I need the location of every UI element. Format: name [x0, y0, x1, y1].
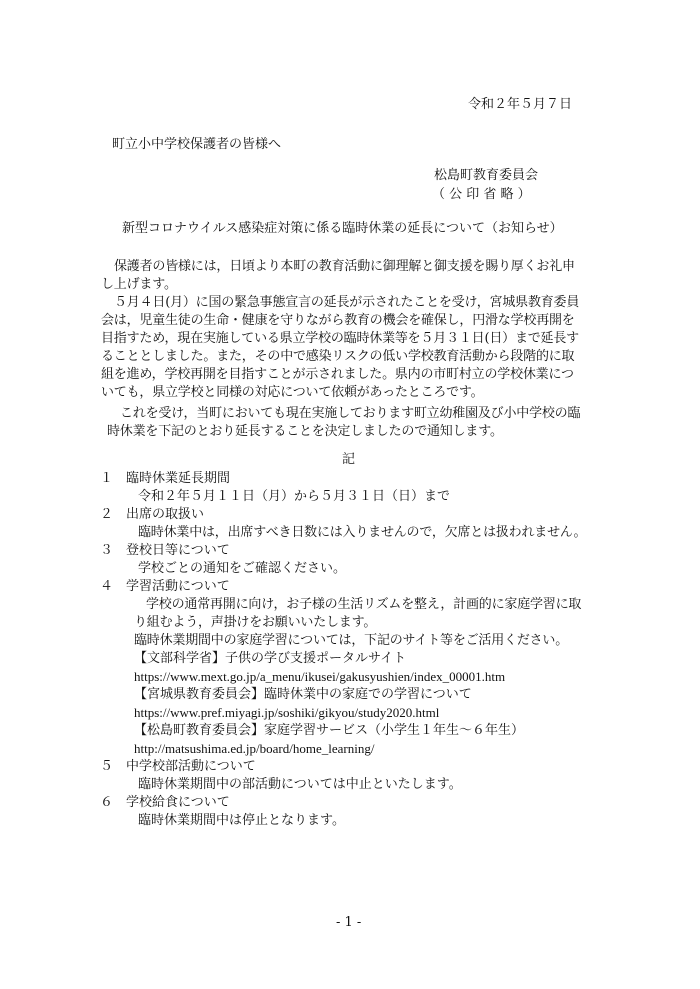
section-line: 学校の通常再開に向け，お子様の生活リズムを整え，計画的に家庭学習に取	[146, 597, 582, 612]
section-number: ６	[100, 795, 114, 810]
section-number: １	[100, 471, 114, 486]
resource-name: 【文部科学省】子供の学び支援ポータルサイト	[134, 651, 407, 666]
body-line: ５月４日(月）に国の緊急事態宣言の延長が示されたことを受け，宮城県教育委員	[114, 295, 580, 310]
body-line: ることとしました。また，その中で感染リスクの低い学校教育活動から段階的に取	[101, 349, 575, 364]
body-line: 目指すため，現在実施している県立学校の臨時休業等を５月３１日(日）まで延長す	[101, 331, 579, 346]
section-heading: 登校日等について	[126, 543, 230, 558]
resource-link: https://www.mext.go.jp/a_menu/ikusei/gakusyushien/index_00001.htm	[134, 669, 506, 684]
addressee: 町立小中学校保護者の皆様へ	[112, 137, 282, 152]
section-line: 臨時休業期間中は停止となります。	[138, 813, 345, 828]
ki-marker: 記	[342, 452, 356, 467]
body-line: これを受け，当町においても現在実施しております町立幼稚園及び小中学校の臨	[120, 406, 581, 421]
seal-omitted-note: （ 公 印 省 略 ）	[432, 187, 531, 202]
section-line: 令和２年５月１１日（月）から５月３１日（日）まで	[138, 489, 451, 504]
section-line: り組むよう，声掛けをお願いいたします。	[134, 615, 377, 630]
body-line: いても，県立学校と同様の対応について依頼があったところです。	[101, 385, 484, 400]
section-line: 学校ごとの通知をご確認ください。	[138, 561, 347, 576]
section-number: ２	[100, 507, 114, 522]
body-line: 時休業を下記のとおり延長することを決定しましたので通知します。	[107, 424, 503, 439]
section-heading: 出席の取扱い	[126, 507, 205, 522]
section-heading: 学校給食について	[126, 795, 230, 810]
resource-name: 【宮城県教育委員会】臨時休業中の家庭での学習について	[134, 687, 472, 702]
document-title: 新型コロナウイルス感染症対策に係る臨時休業の延長について（お知らせ）	[122, 221, 563, 236]
body-line: 会は，児童生徒の生命・健康を守りながら教育の機会を確保し，円滑な学校再開を	[101, 313, 575, 328]
section-number: ４	[100, 579, 114, 594]
body-line: し上げます。	[101, 277, 177, 292]
sender-organization: 松島町教育委員会	[434, 168, 539, 183]
section-line: 臨時休業中は，出席すべき日数には入りませんので，欠席とは扱われません。	[138, 525, 587, 540]
document-date: 令和２年５月７日	[468, 97, 573, 112]
page-number: - 1 -	[336, 915, 362, 930]
section-line: 臨時休業期間中の家庭学習については，下記のサイト等をご活用ください。	[134, 633, 569, 648]
body-line: 組を進め，学校再開を目指すことが示されました。県内の市町村立の学校休業につ	[101, 367, 574, 382]
section-heading: 中学校部活動について	[126, 759, 256, 774]
resource-name: 【松島町教育委員会】家庭学習サービス（小学生１年生～６年生）	[134, 723, 525, 738]
body-line: 保護者の皆様には，日頃より本町の教育活動に御理解と御支援を賜り厚くお礼申	[114, 259, 575, 274]
section-line: 臨時休業期間中の部活動については中止といたします。	[138, 777, 462, 792]
section-number: ３	[100, 543, 114, 558]
section-heading: 臨時休業延長期間	[126, 471, 231, 486]
resource-link: https://www.pref.miyagi.jp/soshiki/gikyou/study2020.html	[134, 705, 440, 720]
resource-link: http://matsushima.ed.jp/board/home_learning/	[134, 741, 375, 756]
section-number: ５	[100, 759, 114, 774]
section-heading: 学習活動について	[126, 579, 230, 594]
